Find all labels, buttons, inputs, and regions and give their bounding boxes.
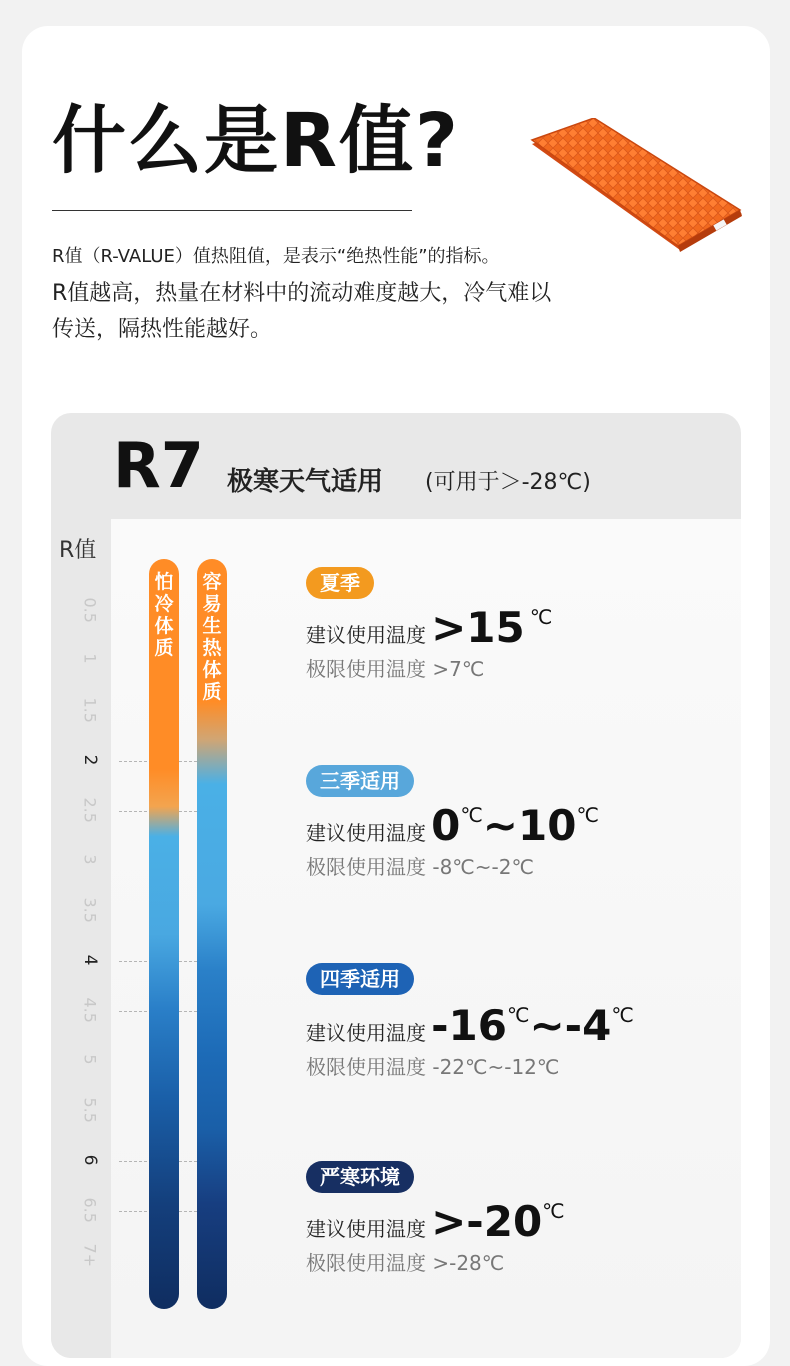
four-season-badge: 四季适用 bbox=[306, 963, 414, 995]
three-season-limit-row bbox=[306, 851, 534, 880]
limit-label: 极限使用温度 bbox=[306, 1251, 426, 1275]
axis-tick: 4.5 bbox=[80, 997, 100, 1023]
r-rating: R7 bbox=[113, 429, 204, 502]
summer-limit-row bbox=[306, 653, 484, 682]
limit-label: 极限使用温度 bbox=[306, 855, 426, 879]
cold-sensitive-bar bbox=[149, 559, 179, 1309]
limit-value: -22℃~-12℃ bbox=[432, 1055, 560, 1079]
axis-tick: 6.5 bbox=[80, 1197, 100, 1223]
limit-label: 极限使用温度 bbox=[306, 657, 426, 681]
title-divider bbox=[52, 210, 412, 211]
axis-tick: 5.5 bbox=[80, 1097, 100, 1123]
extreme-cold-limit-row bbox=[306, 1247, 504, 1276]
recommended-value: >-20 bbox=[431, 1197, 543, 1246]
intro-line-3: 传送，隔热性能越好。 bbox=[52, 317, 273, 342]
extreme-cold-recommended-row bbox=[306, 1197, 565, 1246]
range-separator: ~ bbox=[482, 801, 518, 850]
intro-line-1: R值（R-VALUE）值热阻值，是表示“绝热性能”的指标。 bbox=[52, 246, 500, 267]
heat-prone-label: 容 易 生 热 体 质 bbox=[202, 571, 222, 703]
recommended-unit: ℃ bbox=[506, 1003, 530, 1027]
recommended-unit: ℃ bbox=[542, 1199, 565, 1223]
limit-value: >-28℃ bbox=[432, 1251, 505, 1275]
three-season-recommended-row bbox=[306, 801, 599, 850]
recommended-label: 建议使用温度 bbox=[306, 1021, 426, 1045]
three-season-badge: 三季适用 bbox=[306, 765, 414, 797]
axis-tick: 1.5 bbox=[80, 697, 100, 723]
recommended-value: >15 bbox=[431, 603, 525, 652]
recommended-value-low: -16 bbox=[431, 1001, 507, 1050]
limit-value: >7℃ bbox=[432, 657, 485, 681]
page-title: 什么是R值? bbox=[52, 98, 460, 184]
axis-title: R值 bbox=[59, 538, 97, 563]
extreme-cold-badge: 严寒环境 bbox=[306, 1161, 414, 1193]
recommended-value-high: 10 bbox=[518, 801, 577, 850]
recommended-unit: ℃ bbox=[576, 803, 599, 827]
r-value-panel bbox=[51, 413, 741, 1358]
recommended-unit: ℃ bbox=[611, 1003, 634, 1027]
recommended-unit: ℃ bbox=[529, 605, 553, 629]
axis-tick: 6 bbox=[80, 1154, 100, 1166]
range-separator: ~ bbox=[529, 1001, 565, 1050]
limit-value: -8℃~-2℃ bbox=[432, 855, 534, 879]
axis-tick: 3 bbox=[80, 854, 100, 865]
axis-tick: 7+ bbox=[80, 1243, 100, 1268]
intro-line-2: R值越高，热量在材料中的流动难度越大，冷气难以 bbox=[52, 281, 552, 306]
panel-header bbox=[51, 413, 741, 519]
recommended-value-high: -4 bbox=[564, 1001, 612, 1050]
r-axis-column bbox=[51, 519, 111, 1358]
recommended-value-low: 0 bbox=[431, 801, 461, 850]
sleeping-pad-image bbox=[528, 118, 748, 268]
summer-badge: 夏季 bbox=[306, 567, 374, 599]
rating-subtitle: (可用于＞-28℃) bbox=[425, 470, 591, 495]
axis-tick: 2 bbox=[80, 754, 100, 766]
axis-tick: 4 bbox=[80, 954, 100, 966]
limit-label: 极限使用温度 bbox=[306, 1055, 426, 1079]
axis-tick: 1 bbox=[80, 653, 100, 664]
recommended-label: 建议使用温度 bbox=[306, 1217, 426, 1241]
axis-tick: 0.5 bbox=[80, 597, 100, 623]
axis-tick: 5 bbox=[80, 1054, 100, 1065]
summer-recommended-row bbox=[306, 603, 552, 652]
four-season-recommended-row bbox=[306, 1001, 634, 1050]
rating-description: 极寒天气适用 bbox=[227, 467, 384, 497]
recommended-unit: ℃ bbox=[460, 803, 483, 827]
four-season-limit-row bbox=[306, 1051, 559, 1080]
axis-tick: 3.5 bbox=[80, 897, 100, 923]
recommended-label: 建议使用温度 bbox=[306, 821, 426, 845]
recommended-label: 建议使用温度 bbox=[306, 623, 426, 647]
cold-sensitive-label: 怕 冷 体 质 bbox=[154, 571, 174, 659]
axis-tick: 2.5 bbox=[80, 797, 100, 823]
